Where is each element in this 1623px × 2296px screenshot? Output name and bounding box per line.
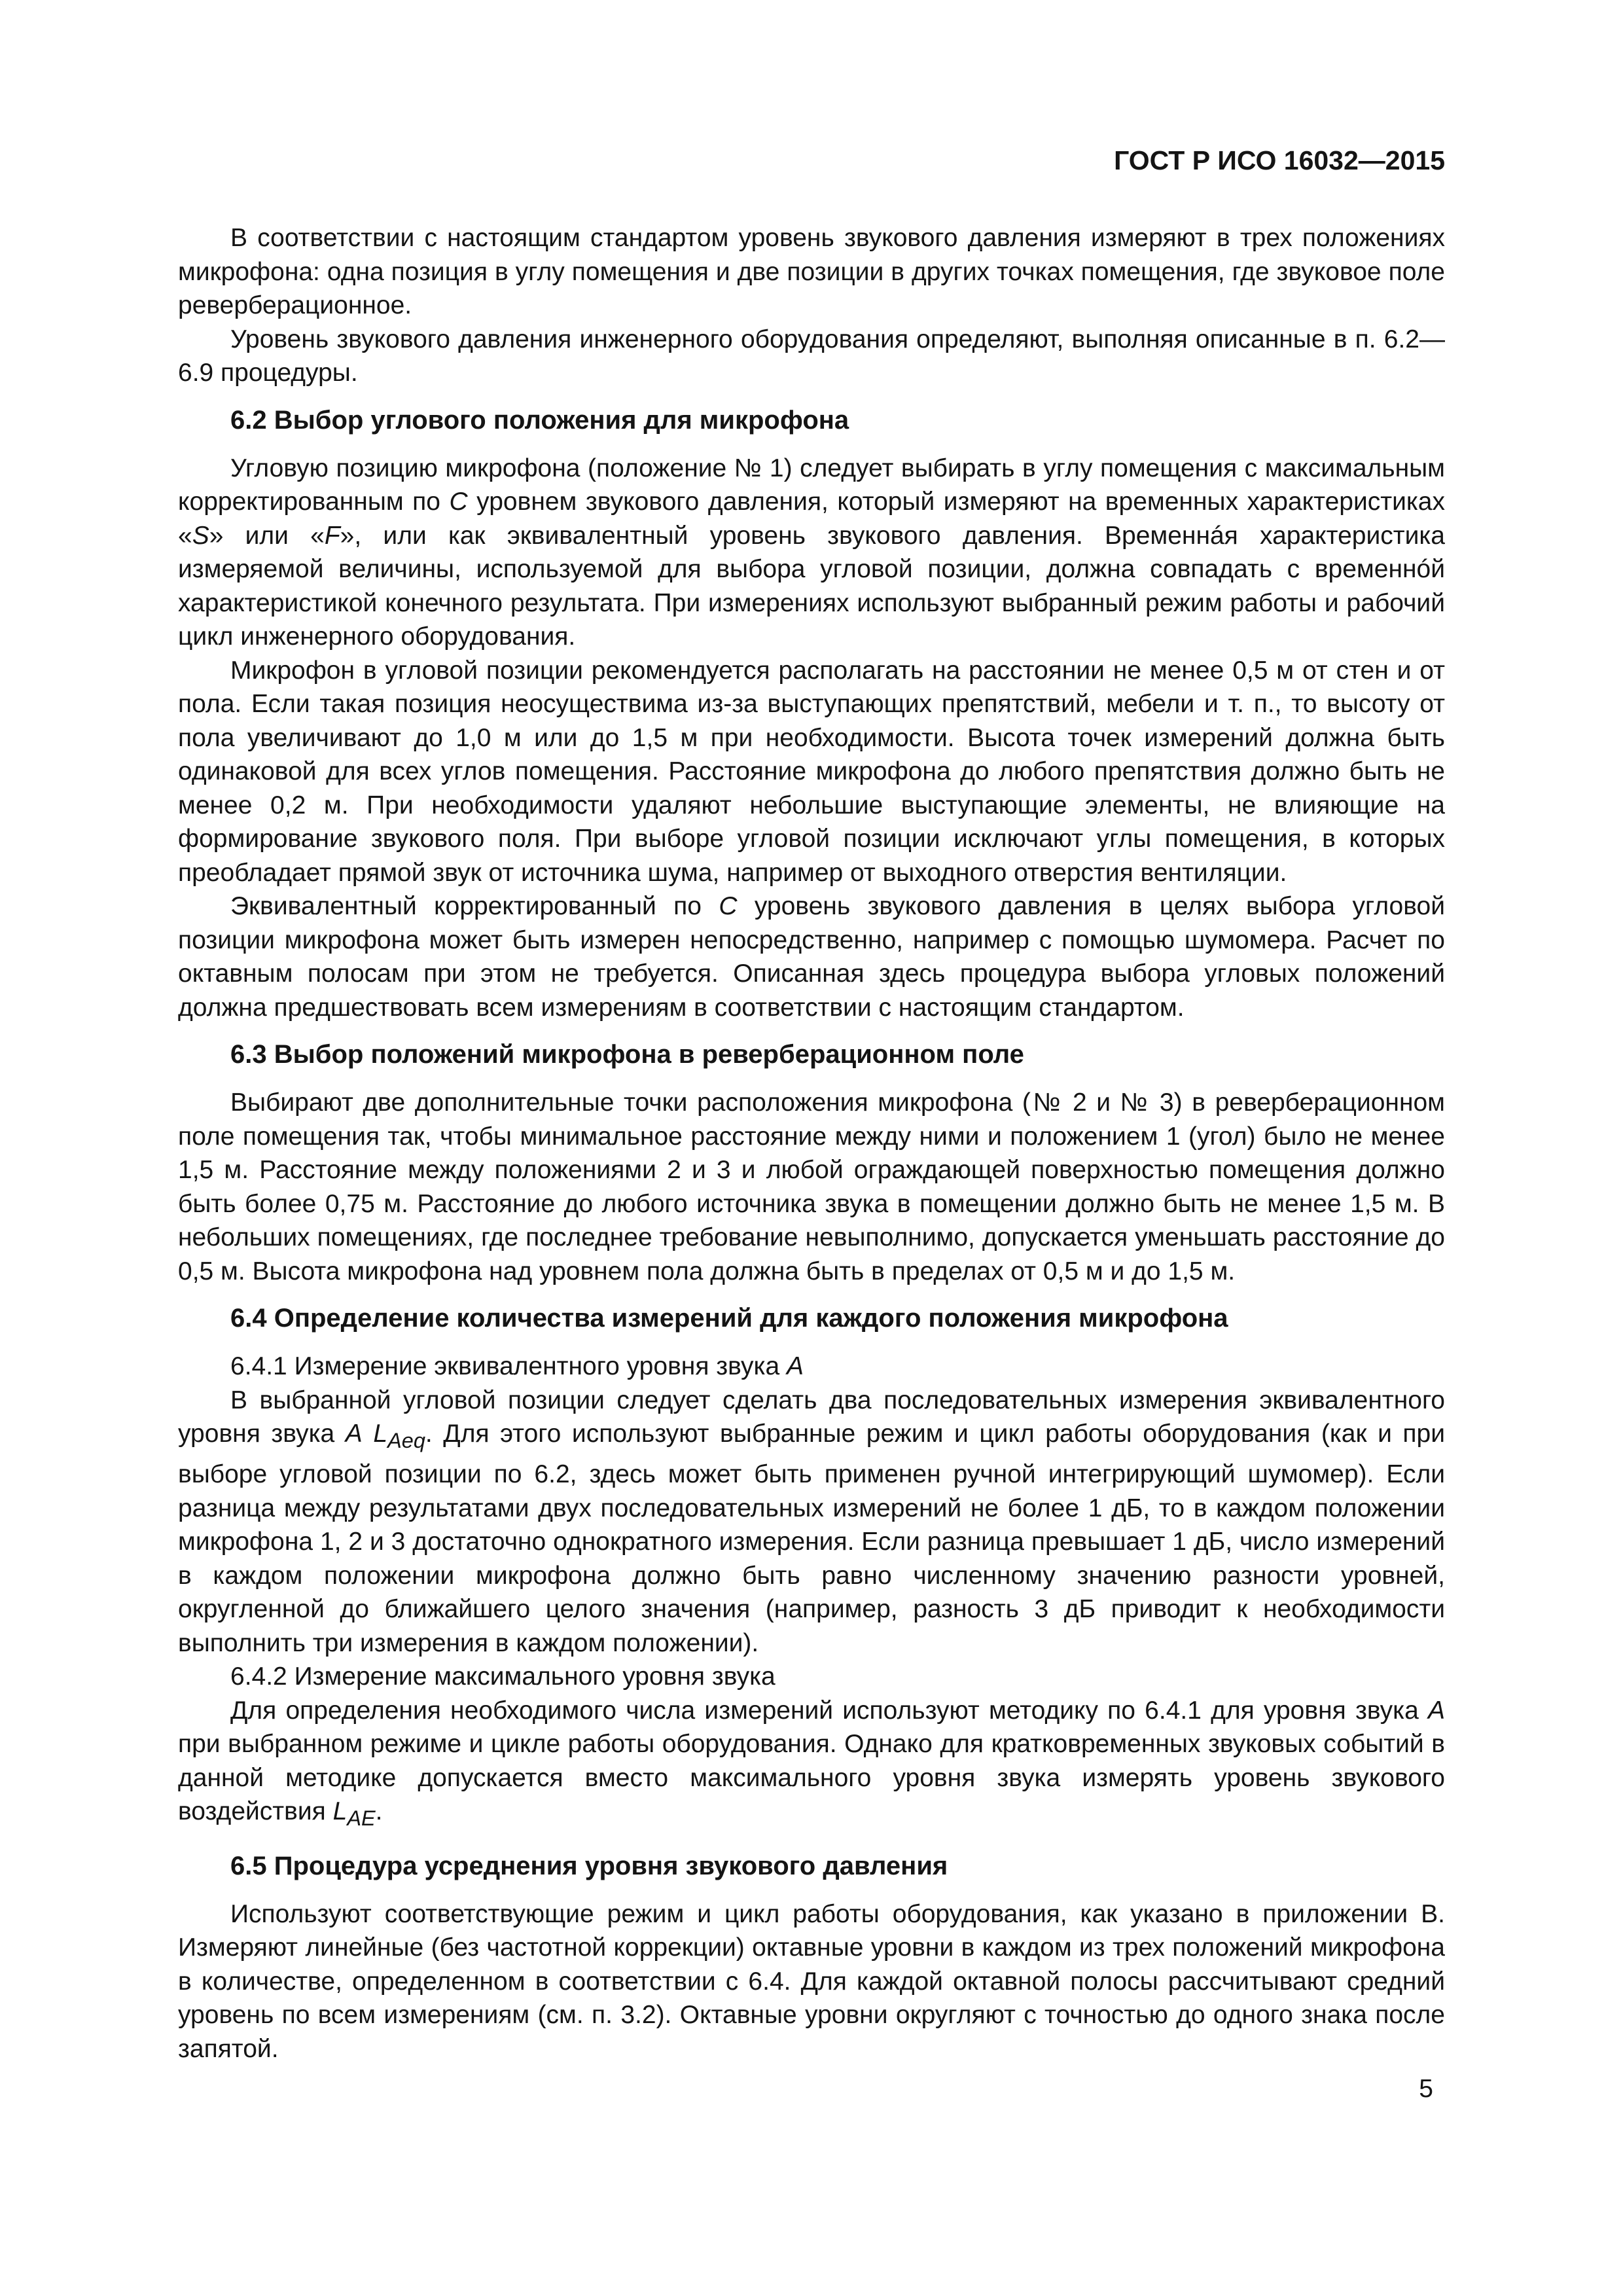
section-6-5-paragraph-1: Используют соответствующие режим и цикл работы оборудования, как указано в приложении В. Измеряют линейные (без частотной коррекции) октавные уровни в каждом из трех положений микрофона в количестве, определенном в соответствии с 6.4. Для каждой октавной полосы рассчитывают средний уровень по всем измерениям (см. п. 3.2). Октавные уровни округляют с точностью до одного знака после запятой. bbox=[178, 1899, 1445, 2063]
subsection-6-4-1-paragraph: В выбранной угловой позиции следует сделать два последовательных измерения эквивалентного уровня звука A $L_{Aeq}$. Для этого используют выбранные режим и цикл работы оборудования (как и при выборе угловой позиции по 6.2, здесь может быть применен ручной интегрирующий шумомер). Если разница между результатами двух последовательных измерений не более 1 дБ, то в каждом положении микрофона 1, 2 и 3 достаточно однократного измерения. Если разница превышает 1 дБ, число измерений в каждом положении микрофона должно быть равно численному значению разности уровней, округленной до ближайшего целого значения (например, разность 3 дБ приводит к необходимости выполнить три измерения в каждом положении). bbox=[178, 1386, 1446, 1657]
document-body bbox=[178, 221, 1445, 2066]
section-6-5-title: 6.5 Процедура усреднения уровня звукового давления bbox=[230, 1851, 948, 1880]
section-6-2-paragraph-3: Эквивалентный корректированный по C уровень звукового давления в целях выбора угловой позиции микрофона может быть измерен непосредственно, например с помощью шумомера. Расчет по октавным полосам при этом не требуется. Описанная здесь процедура выбора угловых положений должна предшествовать всем измерениям в соответствии с настоящим стандартом. bbox=[178, 892, 1445, 1022]
page-number: 5 bbox=[1419, 2075, 1433, 2103]
subsection-6-4-2-title: 6.4.2 Измерение максимального уровня звука bbox=[230, 1662, 776, 1691]
document-header: ГОСТ Р ИСО 16032—2015 bbox=[1114, 145, 1445, 175]
section-6-2-paragraph-1: Угловую позицию микрофона (положение № 1) следует выбирать в углу помещения с максимальным корректированным по C уровнем звукового давления, который измеряют на временных характеристиках «S» или «F», или как эквивалентный уровень звукового давления. Временнáя характеристика измеряемой величины, используемой для выбора угловой позиции, должна совпадать с временнóй характеристикой конечного результата. При измерениях используют выбранный режим работы и рабочий цикл инженерного оборудования. bbox=[178, 454, 1445, 651]
intro-paragraph-1: В соответствии с настоящим стандартом уровень звукового давления измеряют в трех положениях микрофона: одна позиция в углу помещения и две позиции в других точках помещения, где звуковое поле реверберационное. bbox=[178, 224, 1445, 319]
section-6-3-title: 6.3 Выбор положений микрофона в реверберационном поле bbox=[230, 1040, 1024, 1069]
section-6-2-title: 6.2 Выбор углового положения для микрофона bbox=[230, 405, 849, 435]
section-6-2-paragraph-2: Микрофон в угловой позиции рекомендуется располагать на расстоянии не менее 0,5 м от стен и от пола. Если такая позиция неосуществима из-за выступающих препятствий, мебели и т. п., то высоту от пола увеличивают до 1,0 м или до 1,5 м при необходимости. Высота точек измерений должна быть одинаковой для всех углов помещения. Расстояние микрофона до любого препятствия должно быть не менее 0,2 м. При необходимости удаляют небольшие выступающие элементы, не влияющие на формирование звукового поля. При выборе угловой позиции исключают углы помещения, в которых преобладает прямой звук от источника шума, например от выходного отверстия вентиляции. bbox=[178, 656, 1445, 887]
subsection-6-4-2-paragraph: Для определения необходимого числа измерений используют методику по 6.4.1 для уровня звука A при выбранном режиме и цикле работы оборудования. Однако для кратковременных звуковых событий в данной методике допускается вместо максимального уровня звука измерять уровень звукового воздействия $L_{AE}$. bbox=[178, 1696, 1445, 1831]
section-6-3-paragraph-1: Выбирают две дополнительные точки расположения микрофона (№ 2 и № 3) в реверберационном поле помещения так, чтобы минимальное расстояние между ними и положением 1 (угол) было не менее 1,5 м. Расстояние между положениями 2 и 3 и любой ограждающей поверхностью помещения должно быть более 0,75 м. Расстояние до любого источника звука в помещении должно быть не менее 1,5 м. В небольших помещениях, где последнее требование невыполнимо, допускается уменьшать расстояние до 0,5 м. Высота микрофона над уровнем пола должна быть в пределах от 0,5 м и до 1,5 м. bbox=[178, 1088, 1445, 1285]
intro-paragraph-2: Уровень звукового давления инженерного оборудования определяют, выполняя описанные в п. 6.2—6.9 процедуры. bbox=[178, 325, 1445, 387]
section-6-4-title: 6.4 Определение количества измерений для каждого положения микрофона bbox=[230, 1304, 1228, 1333]
subsection-6-4-1-title: 6.4.1 Измерение эквивалентного уровня звука A bbox=[230, 1352, 804, 1380]
